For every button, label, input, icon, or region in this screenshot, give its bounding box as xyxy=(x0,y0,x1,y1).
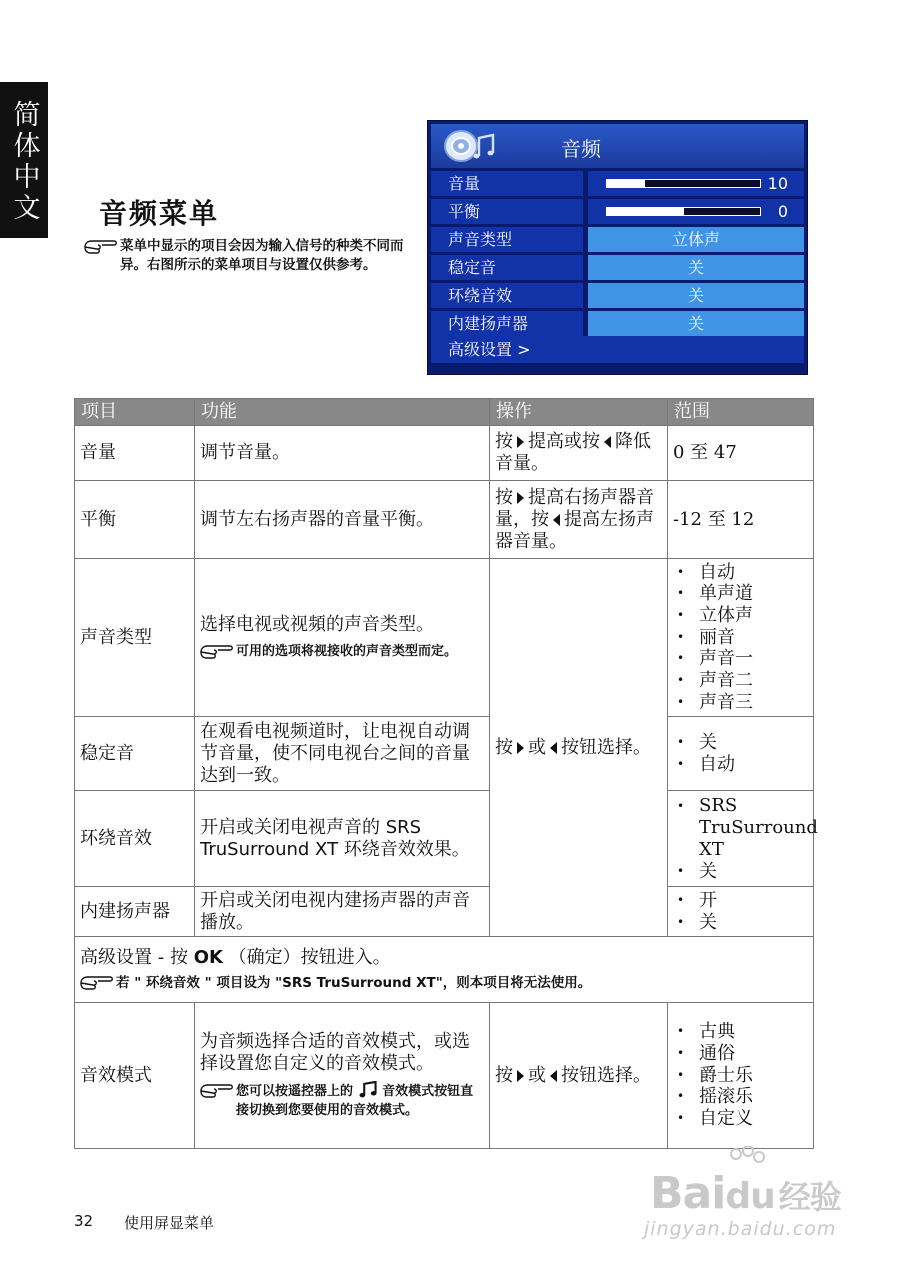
cell-operation-shared: 按 或 按钮选择。 xyxy=(490,559,668,937)
cell-range: -12 至 12 xyxy=(668,481,814,559)
osd-value-sound-type[interactable]: 立体声 xyxy=(588,227,804,252)
table-header-row xyxy=(75,399,814,426)
list-item: • 声音一 xyxy=(673,648,808,670)
list-item: • 自定义 xyxy=(673,1108,808,1130)
cell-item: 稳定音 xyxy=(75,717,195,791)
music-note-icon xyxy=(358,1081,378,1098)
pointing-hand-icon xyxy=(84,237,120,255)
cell-item: 环绕音效 xyxy=(75,791,195,887)
footer-section: 使用屏显菜单 xyxy=(124,1214,215,1232)
watermark-brand-c: 经验 xyxy=(778,1178,841,1216)
osd-advanced-settings[interactable]: 高级设置 > xyxy=(431,336,804,363)
cell-operation: 按 提高右扬声器音量，按 提高左扬声器音量。 xyxy=(490,481,668,559)
list-item: • 单声道 xyxy=(673,583,808,605)
cell-range: 0 至 47 xyxy=(668,426,814,481)
left-arrow-icon xyxy=(550,742,557,754)
cell-function: 为音频选择合适的音效模式，或选择设置您自定义的音效模式。 您可以按遥控器上的 音效模式按钮直接切换到您要使用的音效模式。 xyxy=(195,1003,490,1149)
list-item: • 爵士乐 xyxy=(673,1065,808,1087)
table-row-sound-type xyxy=(75,559,814,717)
osd-label-balance: 平衡 xyxy=(431,199,583,224)
osd-row-sound-type[interactable] xyxy=(431,227,804,252)
right-arrow-icon xyxy=(517,1070,524,1082)
osd-value-stable[interactable]: 关 xyxy=(588,255,804,280)
list-item: • 古典 xyxy=(673,1021,808,1043)
osd-row-surround[interactable] xyxy=(431,283,804,308)
cell-function: 选择电视或视頻的声音类型。 可用的选项将视接收的声音类型而定。 xyxy=(195,559,490,717)
cell-operation: 按 或 按钮选择。 xyxy=(490,1003,668,1149)
sound-type-note: 可用的选项将视接收的声音类型而定。 xyxy=(200,642,484,661)
osd-volume-value: 10 xyxy=(767,174,788,193)
osd-balance-slider[interactable] xyxy=(588,199,804,224)
osd-title: 音频 xyxy=(561,137,601,161)
table-row-eq-mode xyxy=(75,1003,814,1149)
pointing-hand-icon xyxy=(200,1081,236,1099)
cell-range xyxy=(668,791,818,887)
right-arrow-icon xyxy=(517,492,524,504)
header-operation: 操作 xyxy=(490,399,668,426)
audio-menu-table xyxy=(74,398,818,1149)
pointing-hand-icon xyxy=(200,642,236,660)
eq-note: 您可以按遥控器上的 音效模式按钮直接切换到您要使用的音效模式。 xyxy=(200,1081,484,1120)
header-item: 项目 xyxy=(75,399,195,426)
cell-operation: 按 提高或按 降低音量。 xyxy=(490,426,668,481)
list-item: • 自动 xyxy=(673,562,808,584)
table-row-advanced xyxy=(75,937,814,1003)
osd-header xyxy=(431,124,804,168)
watermark-brand-a: Bai xyxy=(650,1168,726,1219)
sound-type-options xyxy=(673,562,808,714)
cell-item: 声音类型 xyxy=(75,559,195,717)
watermark-site: jingyan.baidu.com xyxy=(644,1218,837,1240)
osd-row-balance[interactable] xyxy=(431,199,804,224)
list-item: • 丽音 xyxy=(673,627,808,649)
osd-value-surround[interactable]: 关 xyxy=(588,283,804,308)
pointing-hand-icon xyxy=(80,973,116,991)
table-row-balance xyxy=(75,481,814,559)
cell-function: 调节音量。 xyxy=(195,426,490,481)
cell-range xyxy=(668,1003,814,1149)
volume-bar-fill xyxy=(607,180,645,187)
osd-label-speaker: 内建扬声器 xyxy=(431,311,583,336)
osd-row-volume[interactable] xyxy=(431,171,804,196)
table-row-speaker xyxy=(75,887,814,937)
cell-function: 在观看电视频道时，让电视自动调节音量，使不同电视台之间的音量达到一致。 xyxy=(195,717,490,791)
list-item: • SRS TruSurround XT xyxy=(673,795,808,861)
list-item: • 通俗 xyxy=(673,1043,808,1065)
table-row-volume xyxy=(75,426,814,481)
watermark-brand-b: du xyxy=(725,1176,775,1217)
list-item: • 关 xyxy=(673,861,808,883)
osd-label-surround: 环绕音效 xyxy=(431,283,583,308)
list-item: • 声音二 xyxy=(673,670,808,692)
advanced-note: 若 " 环绕音效 " 项目设为 "SRS TruSurround XT"，则本项目将无法使用。 xyxy=(80,973,808,993)
cell-range xyxy=(668,559,814,717)
table-row-surround xyxy=(75,791,814,887)
list-item: • 摇滚乐 xyxy=(673,1086,808,1108)
header-function: 功能 xyxy=(195,399,490,426)
cell-range xyxy=(668,887,814,937)
list-item: • 声音三 xyxy=(673,692,808,714)
cell-item: 平衡 xyxy=(75,481,195,559)
cell-range xyxy=(668,717,814,791)
page-number: 32 xyxy=(74,1212,94,1230)
cell-advanced: 高级设置 - 按 OK （确定）按钮进入。 若 " 环绕音效 " 项目设为 "SRS TruSurround XT"，则本项目将无法使用。 xyxy=(75,937,814,1003)
header-range: 范围 xyxy=(668,399,814,426)
ok-key-label: OK xyxy=(193,946,223,968)
cell-item: 内建扬声器 xyxy=(75,887,195,937)
speaker-music-icon xyxy=(439,126,499,166)
language-tab: 简体中文 xyxy=(0,82,48,238)
list-item: • 关 xyxy=(673,912,808,934)
left-arrow-icon xyxy=(550,1070,557,1082)
osd-label-volume: 音量 xyxy=(431,171,583,196)
osd-label-stable: 稳定音 xyxy=(431,255,583,280)
osd-label-sound-type: 声音类型 xyxy=(431,227,583,252)
cell-function: 开启或关闭电视内建扬声器的声音播放。 xyxy=(195,887,490,937)
balance-bar-fill xyxy=(607,208,684,215)
left-arrow-icon xyxy=(553,514,560,526)
cell-function: 开启或关闭电视声音的 SRS TruSurround XT 环绕音效效果。 xyxy=(195,791,490,887)
osd-balance-value: 0 xyxy=(777,202,788,221)
baidu-watermark xyxy=(636,1146,848,1246)
list-item: • 自动 xyxy=(673,754,808,776)
cell-item: 音效模式 xyxy=(75,1003,195,1149)
list-item: • 立体声 xyxy=(673,605,808,627)
osd-volume-slider[interactable] xyxy=(588,171,804,196)
osd-row-speaker[interactable] xyxy=(431,311,804,336)
osd-row-stable[interactable] xyxy=(431,255,804,280)
table-row-stable xyxy=(75,717,814,791)
right-arrow-icon xyxy=(517,742,524,754)
cell-item: 音量 xyxy=(75,426,195,481)
intro-note xyxy=(84,237,418,275)
left-arrow-icon xyxy=(604,436,611,448)
cell-function: 调节左右扬声器的音量平衡。 xyxy=(195,481,490,559)
intro-note-text: 菜单中显示的项目会因为输入信号的种类不同而异。右图所示的菜单项目与设置仅供参考。 xyxy=(120,238,404,273)
page-title: 音频菜单 xyxy=(99,197,220,230)
osd-value-speaker[interactable]: 关 xyxy=(588,311,804,336)
right-arrow-icon xyxy=(517,436,524,448)
list-item: • 开 xyxy=(673,890,808,912)
osd-audio-menu xyxy=(427,120,808,375)
list-item: • 关 xyxy=(673,732,808,754)
